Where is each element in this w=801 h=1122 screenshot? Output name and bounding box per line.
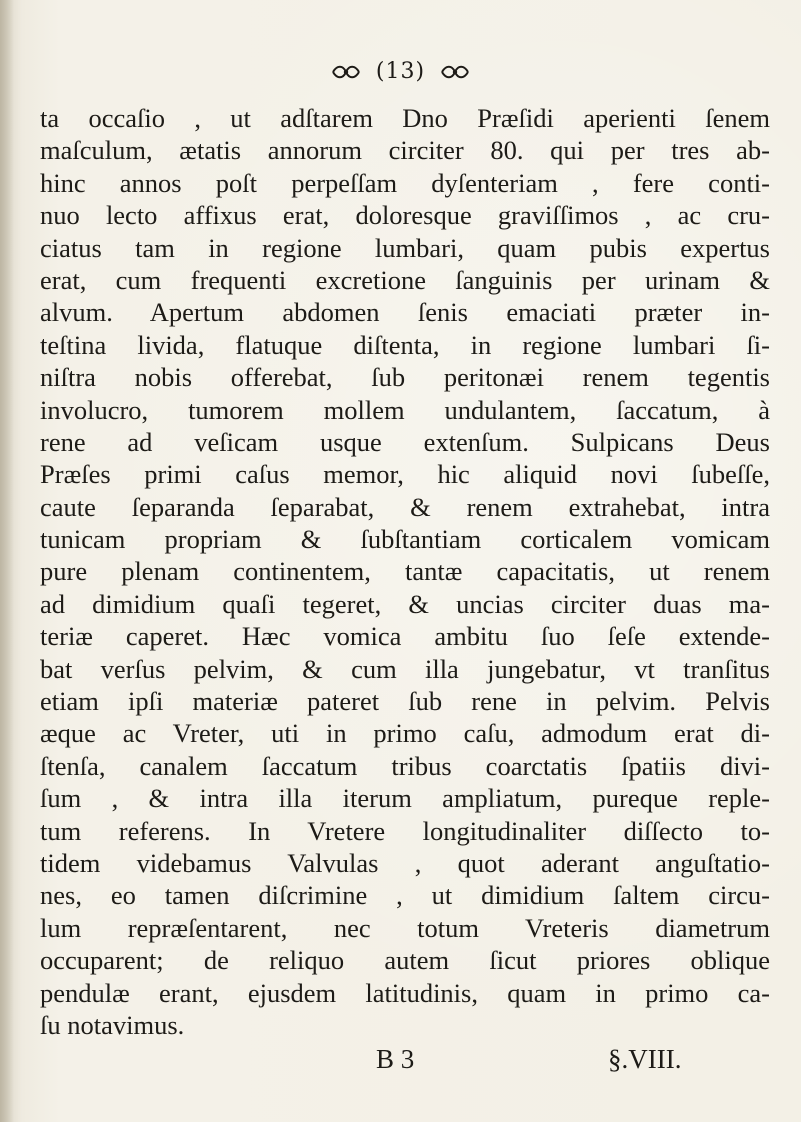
- text-line: ſu notavimus.: [40, 1009, 185, 1040]
- catchword: §.VIII.: [608, 1044, 682, 1074]
- text-line: ſtenſa, canalem ſaccatum tribus coarctatis ſpatiis divi-: [40, 750, 770, 781]
- page-header: [0, 56, 801, 84]
- text-line: nuo lecto affixus erat, doloresque graviſſimos , ac cru-: [40, 200, 770, 231]
- text-line: tum referens. In Vretere longitudinaliter diſſecto to-: [40, 815, 770, 846]
- text-line: bat verſus pelvim, & cum illa jungebatur, vt tranſitus: [40, 653, 770, 684]
- binding-edge: [0, 0, 14, 1122]
- text-line: teriæ caperet. Hæc vomica ambitu ſuo ſeſe extende-: [40, 621, 770, 652]
- text-line: niſtra nobis offerebat, ſub peritonæi renem tegentis: [40, 362, 770, 393]
- text-line: rene ad veſicam usque extenſum. Sulpicans Deus: [40, 426, 770, 457]
- text-line: ciatus tam in regione lumbari, quam pubis expertus: [40, 232, 770, 263]
- text-line: alvum. Apertum abdomen ſenis emaciati præter in-: [40, 297, 770, 328]
- text-line: etiam ipſi materiæ pateret ſub rene in pelvim. Pelvis: [40, 686, 770, 717]
- right-ornament-icon: [440, 63, 470, 81]
- text-line: hinc annos poſt perpeſſam dyſenteriam , fere conti-: [40, 167, 770, 198]
- signature-mark: B 3: [376, 1044, 415, 1074]
- text-line: nes, eo tamen diſcrimine , ut dimidium ſaltem circu-: [40, 880, 770, 911]
- body-text: [40, 102, 770, 1041]
- text-line: ta occaſio , ut adſtarem Dno Præſidi aperienti ſenem: [40, 103, 770, 133]
- text-line: Præſes primi caſus memor, hic aliquid novi ſubeſſe,: [40, 459, 770, 490]
- text-line: æque ac Vreter, uti in primo caſu, admodum erat di-: [40, 718, 770, 749]
- text-line: pendulæ erant, ejusdem latitudinis, quam in primo ca-: [40, 977, 770, 1008]
- text-line: teſtina livida, flatuque diſtenta, in regione lumbari ſi-: [40, 329, 770, 360]
- text-line: caute ſeparanda ſeparabat, & renem extrahebat, intra: [40, 491, 770, 522]
- text-line: ſum , & intra illa iterum ampliatum, pureque reple-: [40, 783, 770, 814]
- text-line: ad dimidium quaſi tegeret, & uncias circiter duas ma-: [40, 588, 770, 619]
- text-line: maſculum, ætatis annorum circiter 80. qui per tres ab-: [40, 135, 770, 166]
- text-line: tidem videbamus Valvulas , quot aderant anguſtatio-: [40, 847, 770, 878]
- page-footer: [0, 1044, 801, 1084]
- text-line: pure plenam continentem, tantæ capacitatis, ut renem: [40, 556, 770, 587]
- text-line: erat, cum frequenti excretione ſanguinis per urinam &: [40, 264, 770, 295]
- text-line: lum repræſentarent, nec totum Vreteris diametrum: [40, 912, 770, 943]
- text-line: involucro, tumorem mollem undulantem, ſaccatum, à: [40, 394, 770, 425]
- page-number: (13): [375, 59, 426, 84]
- left-ornament-icon: [331, 63, 361, 81]
- text-line: occuparent; de reliquo autem ſicut priores oblique: [40, 945, 770, 976]
- text-line: tunicam propriam & ſubſtantiam corticalem vomicam: [40, 524, 770, 555]
